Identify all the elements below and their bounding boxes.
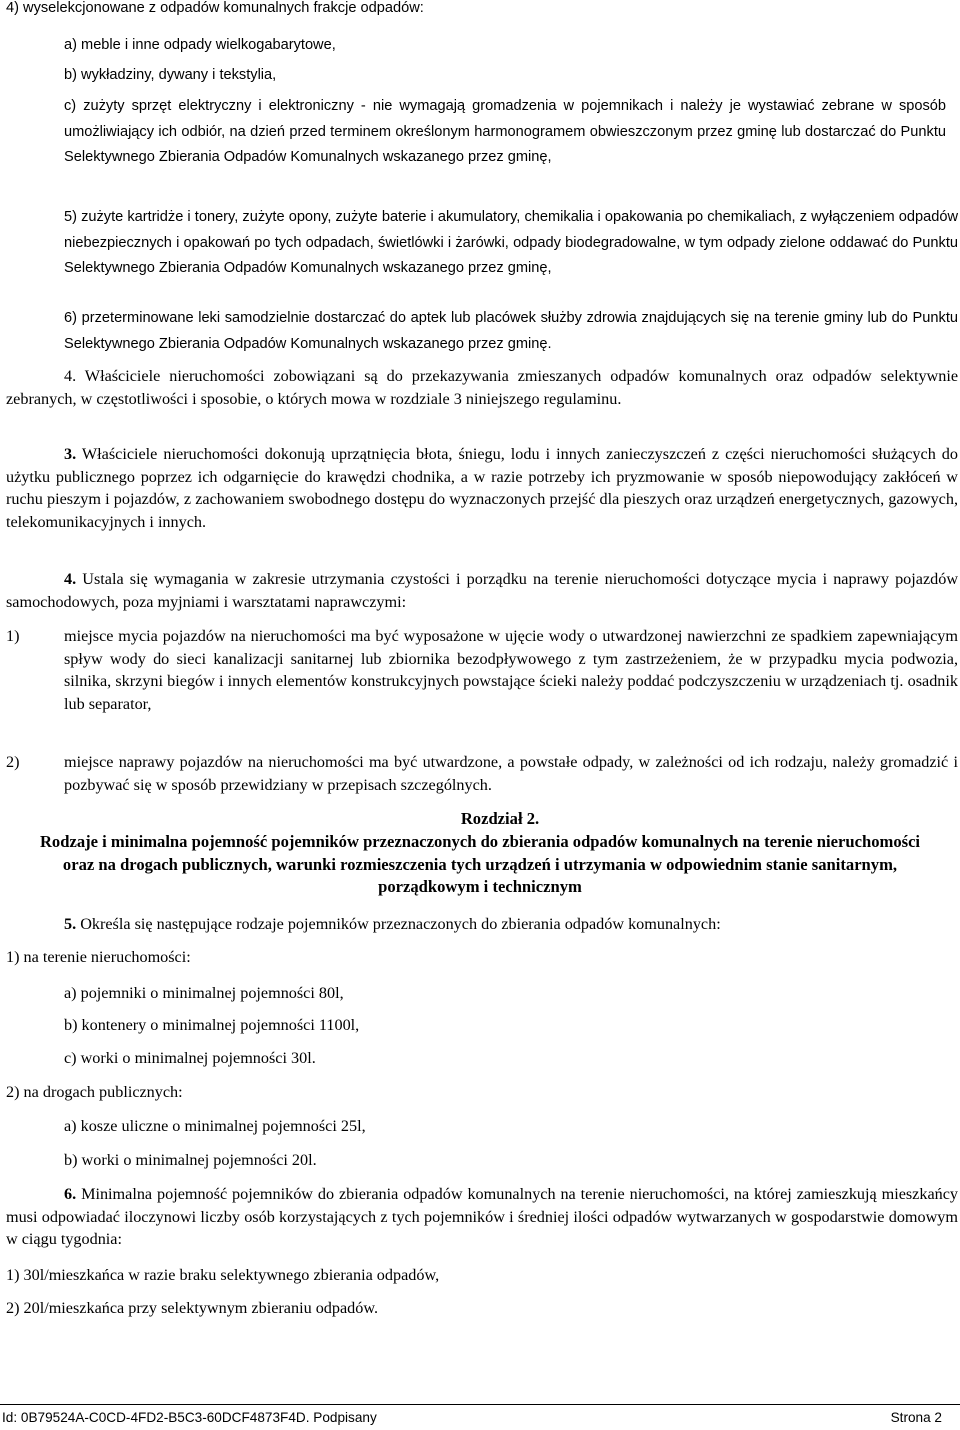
list-item-b: b) wykładziny, dywany i tekstylia, (64, 67, 277, 83)
list-item-a: a) meble i inne odpady wielkogabarytowe, (64, 37, 336, 53)
section-5-item-2b: b) worki o minimalnej pojemności 20l. (64, 1151, 317, 1169)
section-3-number: 3. (64, 445, 77, 463)
section-6-item-2: 2) 20l/mieszkańca przy selektywnym zbieraniu odpadów. (6, 1299, 379, 1317)
chapter-title: Rozdział 2. (460, 809, 540, 828)
section-4-item-2-text: miejsce naprawy pojazdów na nieruchomości ma być utwardzone, a powstałe odpady, w zależności od ich rodzaju, należy gromadzić i pozbywać się w sposób przewidziany w przepisach szczególnych. (64, 753, 958, 794)
paragraph-4 (6, 365, 958, 410)
section-4-item-1 (6, 625, 958, 716)
section-4-item-1-text: miejsce mycia pojazdów na nieruchomości ma być wyposażone w ujęcie wody o utwardzonej nawierzchni ze spadkiem zapewniającym spływ wody do sieci kanalizacji sanitarnej lub zbiornika bezodpływowego z tym zastrzeżeniem, że w przypadku mycia podwozia, silnika, skrzyni biegów i innych elementów konstrukcyjnych powstające ścieki należy poddać podczyszczeniu w urządzeniach tj. osadnik lub separator, (64, 627, 958, 714)
section-4-text: Ustala się wymagania w zakresie utrzymania czystości i porządku na terenie nieruchomości dotyczące mycia i naprawy pojazdów samochodowych, poza myjniami i warsztatami naprawczymi: (6, 570, 959, 611)
paragraph-4-text: Właściciele nieruchomości zobowiązani są do przekazywania zmieszanych odpadów komunalnych oraz odpadów selektywnie zebranych, w częstotliwości i sposobie, o których mowa w rozdziale 3 niniejszego regulaminu. (6, 367, 958, 408)
section-6-number: 6. (64, 1185, 77, 1203)
list-item-c: c) zużyty sprzęt elektryczny i elektroniczny - nie wymagają gromadzenia w pojemnikach i należy je wystawiać zebrane w sposób umożliwiający ich odbiór, na dzień przed terminem określonym harmonogramem obwieszczonym przez gminę lub dostarczać do Punktu Selektywnego Zbierania Odpadów Komunalnych wskazanego przez gminę, (64, 98, 946, 165)
list-item-6: 6) przeterminowane leki samodzielnie dostarczać do aptek lub placówek służby zdrowia znajdujących się na terenie gminy lub do Punktu Selektywnego Zbierania Odpadów Komunalnych wskazanego przez gminę. (64, 310, 958, 352)
chapter-subtitle: Rodzaje i minimalna pojemność pojemników przeznaczonych do zbierania odpadów komunalnych na terenie nieruchomości oraz na drogach publicznych, warunki rozmieszczenia tych urządzeń i utrzymania w odpowiednim stanie sanitarnym, porządkowym i technicznym (39, 832, 921, 896)
section-5-item-1b: b) kontenery o minimalnej pojemności 1100l, (64, 1016, 360, 1034)
page-footer (0, 1404, 960, 1429)
section-6-paragraph (6, 1183, 958, 1251)
section-5-number: 5. (64, 915, 77, 933)
section-5-item-2a: a) kosze uliczne o minimalnej pojemności 25l, (64, 1117, 366, 1135)
section-4-item-1-label: 1) (6, 627, 24, 645)
section-5-item-2: 2) na drogach publicznych: (6, 1083, 183, 1101)
section4-intro: 4) wyselekcjonowane z odpadów komunalnych frakcje odpadów: (6, 0, 424, 16)
section-4-number: 4. (64, 570, 77, 588)
footer-document-id: Id: 0B79524A-C0CD-4FD2-B5C3-60DCF4873F4D. Podpisany (2, 1410, 377, 1425)
section-3-paragraph (6, 443, 958, 534)
paragraph-4-number: 4. (64, 367, 77, 385)
section-4-paragraph (6, 568, 958, 613)
section-5-paragraph (64, 913, 958, 936)
section-5-item-1: 1) na terenie nieruchomości: (6, 948, 191, 966)
footer-page-number: Strona 2 (890, 1410, 942, 1425)
section-5-item-1a: a) pojemniki o minimalnej pojemności 80l, (64, 984, 344, 1002)
section-5-text: Określa się następujące rodzaje pojemników przeznaczonych do zbierania odpadów komunalnych: (80, 915, 721, 933)
section-3-text: Właściciele nieruchomości dokonują uprzątnięcia błota, śniegu, lodu i innych zanieczyszczeń z części nieruchomości służących do użytku publicznego poprzez ich odgarnięcie do krawędzi chodnika, a w razie potrzeby ich pryzmowanie w sposób niepowodujący zakłóceń w ruchu pieszym i pojazdów, z zachowaniem swobodnego dostępu do wyznaczonych przejść dla pieszych oraz urządzeń energetycznych, gazowych, telekomunikacyjnych i innych. (6, 445, 958, 532)
section-5-item-1c: c) worki o minimalnej pojemności 30l. (64, 1049, 316, 1067)
section-4-item-2-label: 2) (6, 753, 24, 771)
section-6-item-1: 1) 30l/mieszkańca w razie braku selektywnego zbierania odpadów, (6, 1266, 440, 1284)
section-4-item-2 (6, 751, 958, 796)
section-6-text: Minimalna pojemność pojemników do zbierania odpadów komunalnych na terenie nieruchomości, na której zamieszkują mieszkańcy musi odpowiadać iloczynowi liczby osób korzystających z tych pojemników i średniej ilości odpadów wytwarzanych w gospodarstwie domowym w ciągu tygodnia: (6, 1185, 959, 1249)
list-item-5: 5) zużyte kartridże i tonery, zużyte opony, zużyte baterie i akumulatory, chemikalia i opakowania po chemikaliach, z wyłączeniem odpadów niebezpiecznych i opakowań po tych odpadach, świetlówki i żarówki, odpady biodegradowalne, w tym odpady zielone oddawać do Punktu Selektywnego Zbierania Odpadów Komunalnych wskazanego przez gminę, (64, 209, 958, 276)
